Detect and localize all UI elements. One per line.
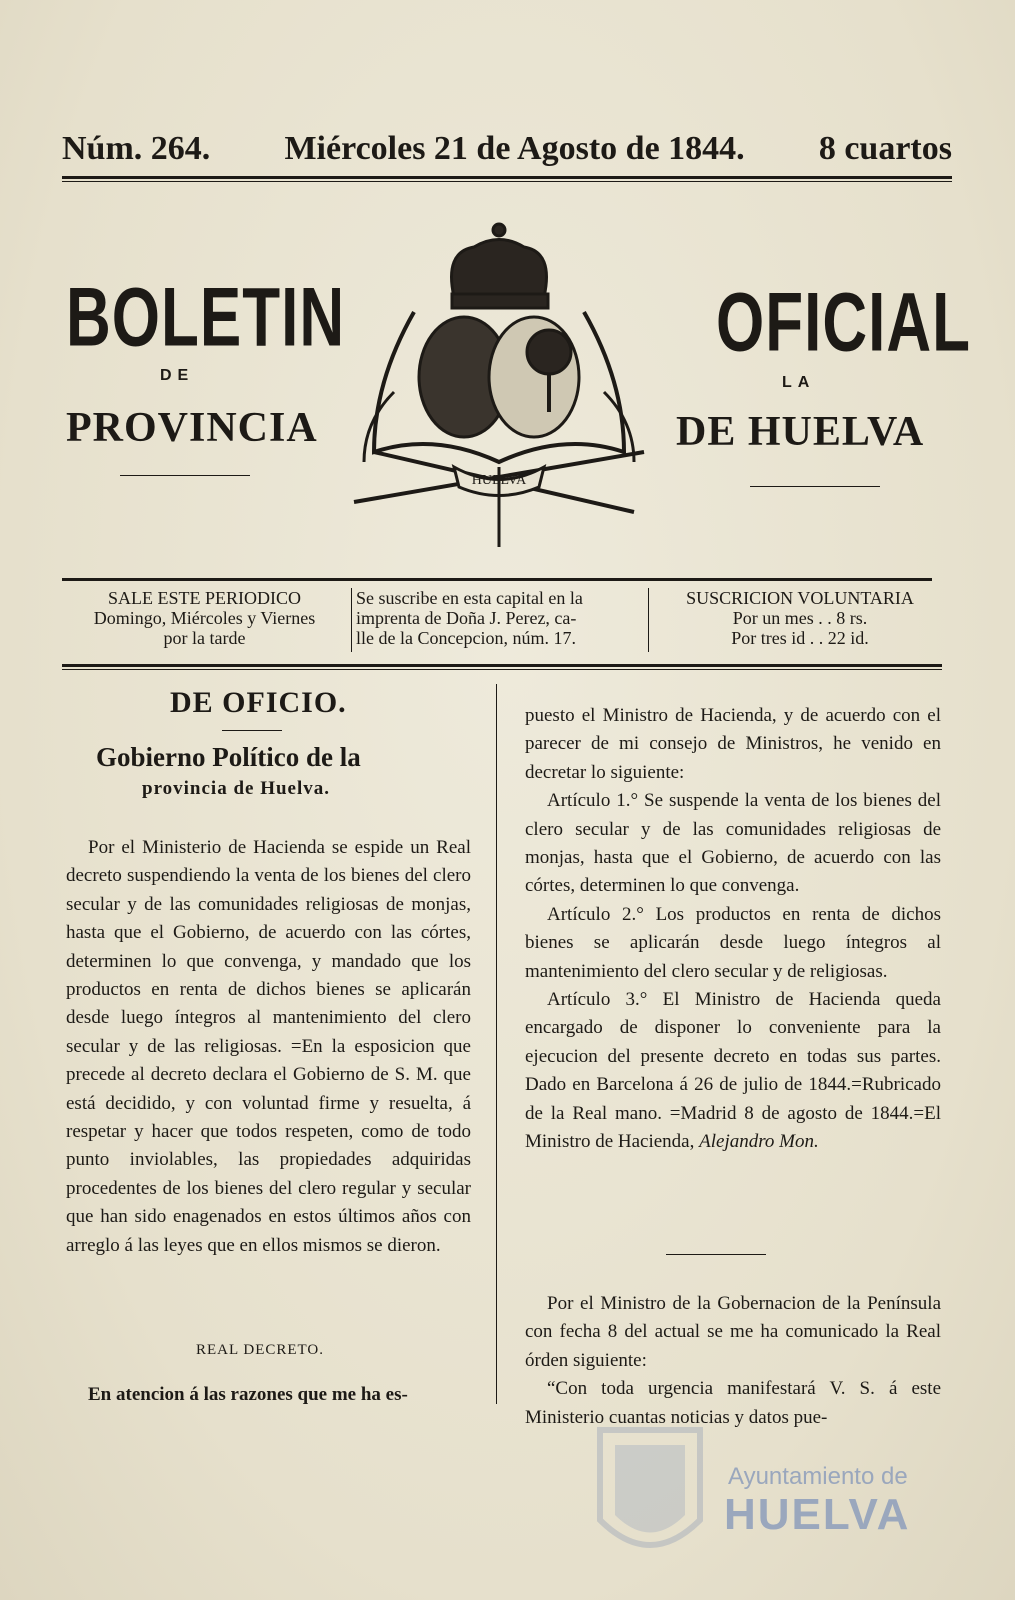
price-month: Por un mes . . 8 rs. [732,608,868,628]
article-subheading: provincia de Huelva. [142,778,331,799]
title-de: DE [160,367,195,384]
info-top-rule [62,578,932,581]
masthead-rule-thin [62,181,952,182]
column-divider [496,684,497,1404]
article-2: Artículo 2.° Los productos en renta de dichos bienes se aplicarán desde luego íntegros al mantenimiento del clero secular y de religiosas. [525,903,941,982]
gobernacion-paragraph: Por el Ministro de la Gobernacion de la Península con fecha 8 del actual se me ha comunicado la Real órden siguiente: [525,1293,941,1371]
left-last-line: En atencion á las razones que me ha es- [88,1384,408,1405]
article-3 [525,986,941,1156]
coat-of-arms-icon [334,212,664,552]
title-boletin: BOLETIN [66,271,346,365]
left-paragraph: Por el Ministerio de Hacienda se espide un Real decreto suspendiendo la venta de los bienes del clero secular y de las comunidades religiosas de monjas, hasta que el Gobierno, de acuerdo con las córtes, determinen lo que convenga, y mandado que los productos en renta de dichos bienes se aplicarán desde luego íntegros al mantenimiento del clero secular y de las religiosas. =En la esposicion que precede al decreto declara el Gobierno de S. M. que está decidido, y con voluntad firme y resuelta, á respetar y hacer que todos respeten, como de todo punto inviolables, las propiedades adquiridas procedentes de los bienes del clero regular y secular que han sido enagenados en estos últimos años con arreglo á las leyes que en ellos mismos se dieron. [66,837,471,1256]
schedule-line-3: por la tarde [163,628,246,648]
title-rule-left [120,475,250,476]
article-1: Artículo 1.° Se suspende la venta de los bienes del clero secular y de las comunidades religiosas de monjas, hasta que el Gobierno, de acuerdo con las córtes, determinen lo que convenga. [525,790,941,897]
crest-ribbon-text: HUELVA [471,473,527,488]
left-column-text [66,834,471,1260]
location-line-3: lle de la Concepcion, núm. 17. [356,628,576,648]
info-bottom-rule [62,664,942,667]
issue-price: 8 cuartos [818,130,952,167]
decree-intro: puesto el Ministro de Hacienda, y de acuerdo con el parecer de mi consejo de Ministros, he venido en decretar lo siguiente: [525,705,941,783]
location-line-2: imprenta de Doña J. Perez, ca- [356,608,577,628]
title-la: LA [782,374,816,391]
subscription-title: SUSCRICION VOLUNTARIA [686,588,914,608]
title-provincia: PROVINCIA [66,405,318,451]
info-divider-1 [351,588,352,652]
title-de-huelva: DE HUELVA [676,409,925,455]
real-decreto-heading: REAL DECRETO. [196,1342,324,1358]
watermark-line-2: HUELVA [724,1490,911,1539]
schedule-line-2: Domingo, Miércoles y Viernes [93,608,316,628]
section-heading: DE OFICIO. [170,686,347,719]
watermark-line-1: Ayuntamiento de [728,1463,908,1490]
location-line-1: Se suscribe en esta capital en la [356,588,583,608]
signature: Alejandro Mon. [699,1131,819,1153]
right-column-text [525,702,941,1157]
schedule-line-1: SALE ESTE PERIODICO [108,588,301,608]
article-heading: Gobierno Político de la [96,742,361,772]
section-ornament [222,730,282,731]
title-rule-right [750,486,880,487]
info-divider-2 [648,588,649,652]
title-oficial: OFICIAL [716,276,971,370]
info-bottom-rule-thin [62,669,942,670]
price-three-months: Por tres id . . 22 id. [731,628,869,648]
issue-number: Núm. 264. [62,130,211,167]
article-3-text: Artículo 3.° El Ministro de Hacienda queda encargado de disponer lo conveniente para la ejecucion del presente decreto en todas sus partes. Dado en Barcelona á 26 de julio de 1844.=Rubricado de la Real mano. =Madrid 8 de agosto de 1844.=El Ministro de Hacienda, [525,989,941,1153]
masthead-top-line [62,130,952,170]
subscription-location [356,588,646,648]
masthead-rule [62,176,952,179]
publication-schedule [62,588,347,648]
gobernacion-quote: “Con toda urgencia manifestará V. S. á este Ministerio cuantas noticias y datos pue- [525,1378,941,1428]
issue-date: Miércoles 21 de Agosto de 1844. [284,130,745,167]
voluntary-subscription [652,588,948,648]
separator-rule [666,1254,766,1255]
